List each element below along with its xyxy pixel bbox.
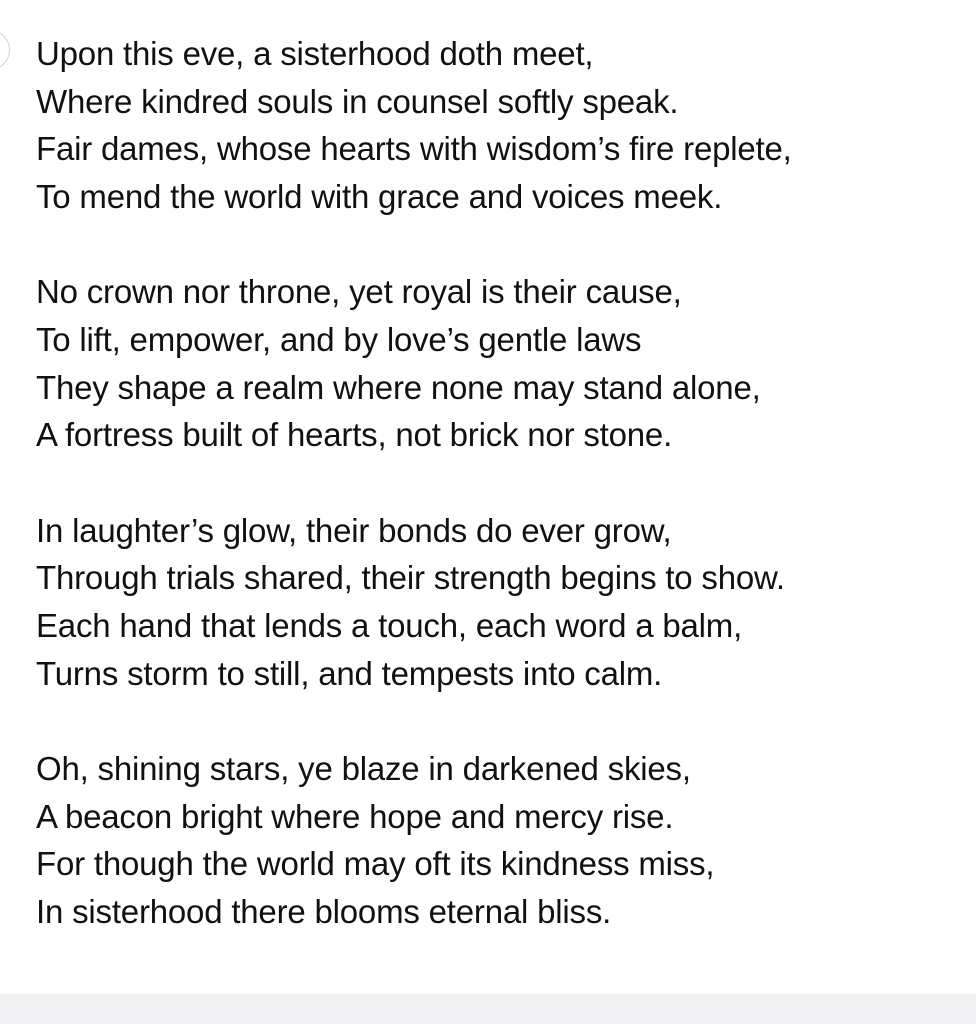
stanza-3 [36,507,966,697]
poem-line: Oh, shining stars, ye blaze in darkened skies, [36,750,691,788]
poem-line: To mend the world with grace and voices meek. [36,177,723,215]
poem-line: No crown nor throne, yet royal is their cause, [36,273,682,311]
poem-line: Each hand that lends a touch, each word a balm, [36,606,743,644]
stanza-1 [36,30,966,220]
poem-line: They shape a realm where none may stand alone, [36,368,761,406]
poem-line: For though the world may oft its kindness miss, [36,845,715,883]
poem-line: Fair dames, whose hearts with wisdom’s fire replete, [36,130,792,168]
poem-line: In laughter’s glow, their bonds do ever grow, [36,511,672,549]
poem-line: To lift, empower, and by love’s gentle laws [36,320,642,358]
poem-line: A beacon bright where hope and mercy rise. [36,797,674,835]
selection-circle-icon[interactable] [0,30,10,70]
poem-line: Through trials shared, their strength begins to show. [36,559,785,597]
stanza-4 [36,745,966,935]
poem-text [36,30,966,984]
poem-line: Where kindred souls in counsel softly speak. [36,82,679,120]
poem-line: In sisterhood there blooms eternal bliss. [36,892,612,930]
poem-line: A fortress built of hearts, not brick nor stone. [36,416,673,454]
stanza-2 [36,268,966,458]
poem-line: Upon this eve, a sisterhood doth meet, [36,35,594,72]
bottom-toolbar-strip [0,994,976,1024]
poem-line: Turns storm to still, and tempests into calm. [36,654,663,692]
